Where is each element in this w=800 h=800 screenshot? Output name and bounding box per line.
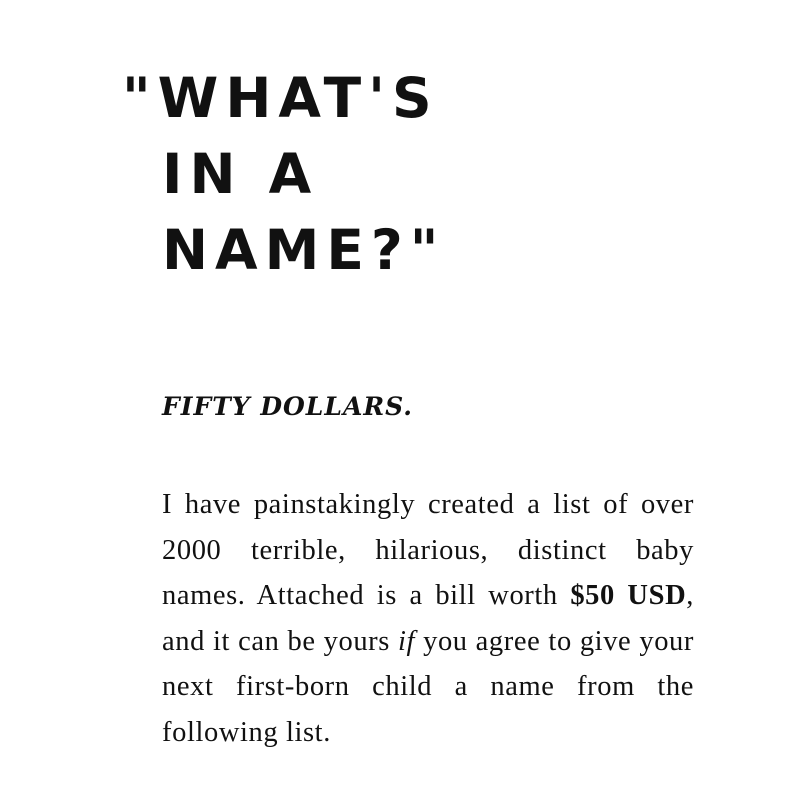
headline	[122, 60, 445, 288]
condition-word: if	[398, 625, 416, 657]
body-text-part-2: , and it can be yours	[162, 580, 694, 657]
headline-line-3: NAME?"	[162, 218, 446, 282]
headline-line-2: IN A	[162, 142, 319, 206]
body-text-part-3: you agree to give your next first-born child a name from the following list.	[162, 625, 694, 748]
body-text-part-1: I have painstakingly created a list of over 2000 terrible, hilarious, distinct baby names. Attached is a bill worth	[162, 489, 694, 611]
price-amount: $50 USD	[570, 580, 687, 611]
subheading: FIFTY DOLLARS.	[162, 392, 413, 421]
body-paragraph	[162, 482, 694, 755]
headline-line-1: "WHAT'S	[122, 66, 439, 130]
